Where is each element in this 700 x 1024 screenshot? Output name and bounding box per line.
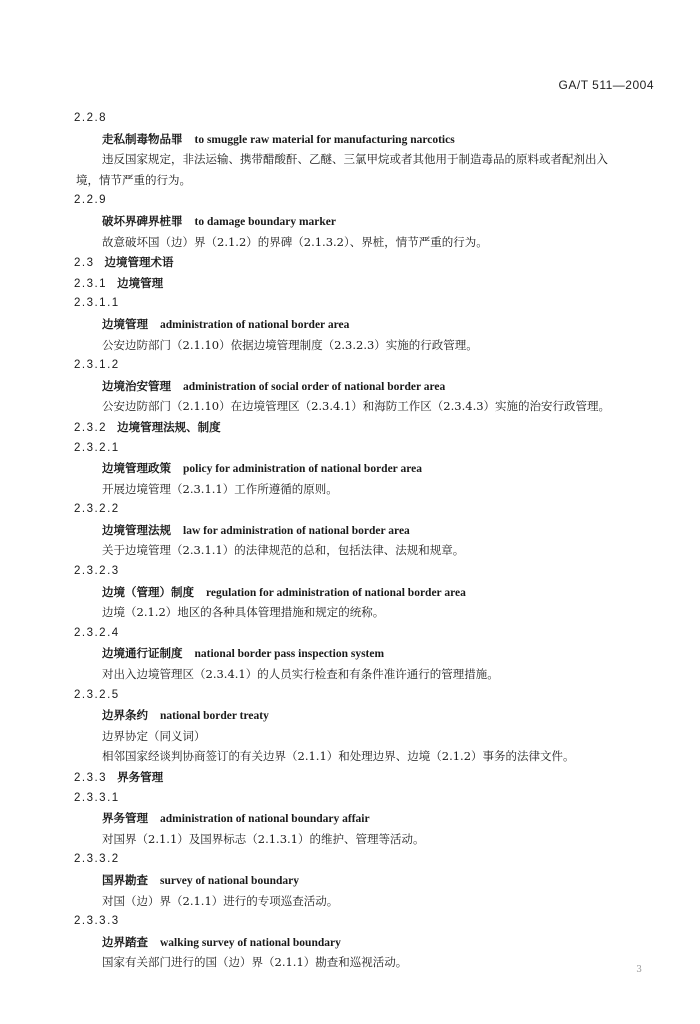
term-chinese: 边境治安管理 [102,378,171,393]
term-english: regulation for administration of national border area [206,586,466,599]
term-entry [0,932,700,953]
term-chinese: 边境通行证制度 [102,646,183,661]
page-number: 3 [636,965,642,975]
clause-number: 2.3.2.1 [74,441,120,454]
term-chinese: 边界踏查 [102,934,148,949]
term-english: law for administration of national border area [183,524,410,537]
term-entry [0,211,700,232]
term-chinese: 国界勘查 [102,872,148,887]
definition-text: 边界协定（同义词） [102,728,206,743]
definition-text: 开展边境管理（2.3.1.1）工作所遵循的原则。 [102,481,338,496]
section-title: 边境管理 [117,275,164,290]
section-title: 边境管理术语 [104,255,174,270]
term-chinese: 边界条约 [102,708,148,723]
clause-number: 2.3.1.1 [74,297,120,310]
document-body [0,108,700,973]
term-english: to damage boundary marker [194,215,337,228]
section-heading [0,767,700,788]
definition-continuation: 境，情节严重的行为。 [76,172,191,187]
section-heading [0,417,700,438]
clause-number: 2.3.1.2 [74,359,120,372]
term-chinese: 边境（管理）制度 [102,584,194,599]
term-entry [0,643,700,664]
term-chinese: 界务管理 [102,811,148,826]
term-english: administration of national boundary affair [160,813,370,826]
term-english: policy for administration of national border area [183,463,422,476]
definition-text: 国家有关部门进行的国（边）界（2.1.1）勘查和巡视活动。 [102,955,408,970]
clause-number: 2.2.9 [74,194,108,207]
standard-code: GA/T 511—2004 [558,78,654,92]
term-entry [0,376,700,397]
definition-text: 对出入边境管理区（2.3.4.1）的人员实行检查和有条件准许通行的管理措施。 [102,667,499,682]
term-chinese: 边境管理政策 [102,461,171,476]
term-english: administration of national border area [160,318,350,331]
clause-number: 2.3.2.5 [74,688,120,701]
definition-text: 违反国家规定，非法运输、携带醋酸酐、乙醚、三氯甲烷或者其他用于制造毒品的原料或者配剂出入 [102,152,608,167]
term-english: walking survey of national boundary [160,936,341,949]
term-chinese: 走私制毒物品罪 [102,131,183,146]
term-english: national border pass inspection system [194,648,385,661]
term-english: national border treaty [160,710,269,723]
section-title: 边境管理法规、制度 [117,419,221,434]
clause-number: 2.3.2.4 [74,626,120,639]
term-entry [0,458,700,479]
term-entry [0,129,700,150]
term-english: administration of social order of national border area [183,380,446,393]
term-english: to smuggle raw material for manufacturing narcotics [194,133,455,146]
section-number: 2.3.2 [74,421,108,434]
section-title: 界务管理 [117,770,164,784]
definition-text: 边境（2.1.2）地区的各种具体管理措施和规定的统称。 [102,605,385,620]
clause-number: 2.3.2.3 [74,565,120,578]
term-entry [0,314,700,335]
clause-number: 2.3.3.1 [74,791,120,804]
definition-text: 对国（边）界（2.1.1）进行的专项巡查活动。 [102,893,339,908]
section-heading [0,252,700,273]
term-entry [0,705,700,726]
term-chinese: 边境管理 [102,316,148,331]
term-entry [0,808,700,829]
term-entry [0,870,700,891]
section-heading [0,273,700,294]
definition-text: 公安边防部门（2.1.10）依据边境管理制度（2.3.2.3）实施的行政管理。 [102,337,478,352]
term-chinese: 边境管理法规 [102,522,171,537]
clause-number: 2.2.8 [74,112,108,124]
section-number: 2.3.3 [74,772,108,784]
section-number: 2.3 [74,257,95,270]
definition-text: 对国界（2.1.1）及国界标志（2.1.3.1）的维护、管理等活动。 [102,831,425,846]
definition-text: 公安边防部门（2.1.10）在边境管理区（2.3.4.1）和海防工作区（2.3.4.3）实施的治安行政管理。 [102,399,611,414]
term-entry [0,520,700,541]
term-english: survey of national boundary [160,874,299,887]
clause-number: 2.3.2.2 [74,503,120,516]
clause-number: 2.3.3.3 [74,915,120,928]
term-entry [0,582,700,603]
definition-text: 相邻国家经谈判协商签订的有关边界（2.1.1）和处理边界、边境（2.1.2）事务的法律文件。 [102,749,575,764]
section-number: 2.3.1 [74,277,108,290]
term-chinese: 破坏界碑界桩罪 [102,213,183,228]
clause-number: 2.3.3.2 [74,853,120,866]
definition-text: 关于边境管理（2.3.1.1）的法律规范的总和，包括法律、法规和规章。 [102,543,465,558]
definition-text: 故意破坏国（边）界（2.1.2）的界碑（2.1.3.2）、界桩，情节严重的行为。 [102,234,488,249]
